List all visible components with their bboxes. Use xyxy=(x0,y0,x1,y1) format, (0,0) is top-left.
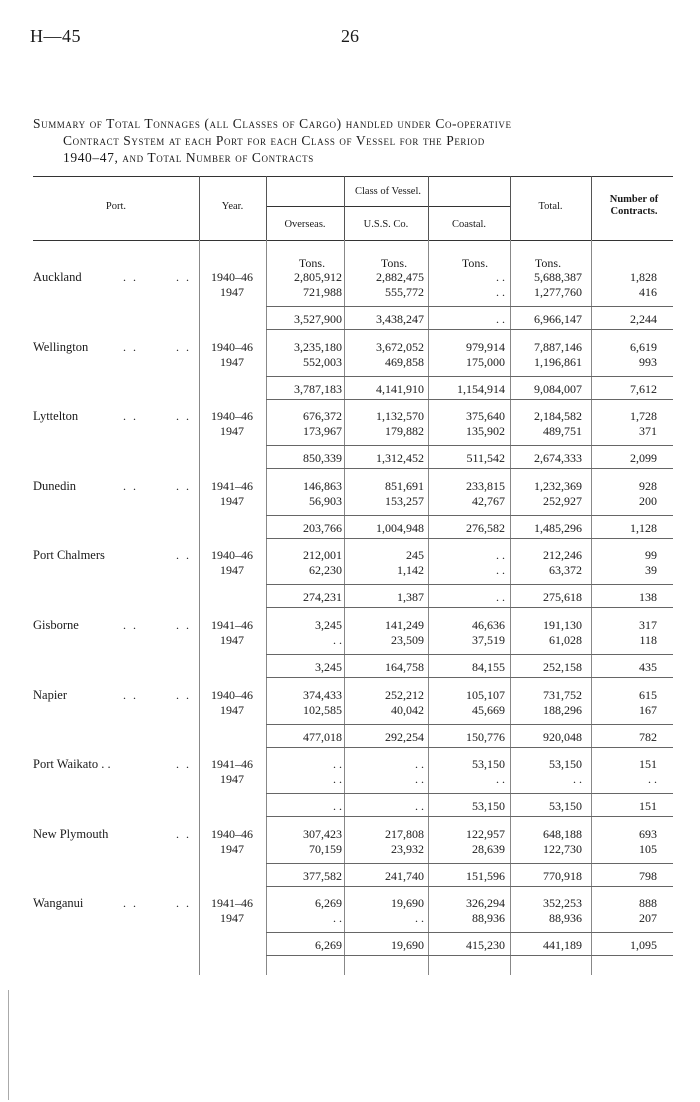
port-leader-dots: . . xyxy=(123,409,138,423)
header-overseas: Overseas. xyxy=(284,219,326,230)
contracts-cell: 200 xyxy=(639,494,657,508)
port-leader-dots: . . xyxy=(176,688,191,702)
contracts-cell: 371 xyxy=(639,424,657,438)
coastal-cell: 375,640 xyxy=(466,409,505,423)
subtotal-contracts-cell: 782 xyxy=(639,730,657,744)
year-cell: 1947 xyxy=(220,494,244,508)
coastal-cell: 105,107 xyxy=(466,688,505,702)
port-name: Wanganui xyxy=(33,896,84,910)
subtotal-contracts-cell: 7,612 xyxy=(630,382,657,396)
port-leader-dots: . . xyxy=(176,548,191,562)
header-total: Total. xyxy=(538,201,563,212)
overseas-cell: 62,230 xyxy=(309,563,342,577)
subtotal-uss-cell: 19,690 xyxy=(391,938,424,952)
port-leader-dots: . . xyxy=(176,340,191,354)
overseas-cell: 552,003 xyxy=(303,355,342,369)
subtotal-uss-cell: 241,740 xyxy=(385,869,424,883)
port-leader-dots: . . xyxy=(176,409,191,423)
subtotal-total-cell: 9,084,007 xyxy=(534,382,582,396)
year-cell: 1940–46 xyxy=(211,340,253,354)
coastal-cell: . . xyxy=(496,548,505,562)
coastal-cell: 46,636 xyxy=(472,618,505,632)
contracts-cell: 317 xyxy=(639,618,657,632)
subtotal-coastal-cell: 53,150 xyxy=(472,799,505,813)
total-cell: 1,277,760 xyxy=(534,285,582,299)
uss-cell: 23,509 xyxy=(391,633,424,647)
contracts-cell: . . xyxy=(648,772,657,786)
year-cell: 1940–46 xyxy=(211,409,253,423)
subtotal-overseas-cell: 274,231 xyxy=(303,590,342,604)
body-column-divider xyxy=(199,240,200,975)
header-bottom-rule xyxy=(33,240,673,241)
subtotal-coastal-cell: 151,596 xyxy=(466,869,505,883)
header-uss: U.S.S. Co. xyxy=(363,219,409,230)
contracts-cell: 99 xyxy=(645,548,657,562)
overseas-cell: 102,585 xyxy=(303,703,342,717)
total-cell: 731,752 xyxy=(543,688,582,702)
subtotal-overseas-cell: 3,787,183 xyxy=(294,382,342,396)
header-contracts: Number of Contracts. xyxy=(609,194,659,217)
port-leader-dots: . . xyxy=(123,688,138,702)
contracts-cell: 39 xyxy=(645,563,657,577)
unit-total: Tons. xyxy=(534,256,562,270)
subtotal-bottom-rule xyxy=(266,329,673,330)
uss-cell: . . xyxy=(415,911,424,925)
subtotal-overseas-cell: 3,527,900 xyxy=(294,312,342,326)
uss-cell: 2,882,475 xyxy=(376,270,424,284)
subtotal-coastal-cell: 276,582 xyxy=(466,521,505,535)
subtotal-overseas-cell: 477,018 xyxy=(303,730,342,744)
overseas-cell: . . xyxy=(333,772,342,786)
port-leader-dots: . . xyxy=(123,270,138,284)
subtotal-coastal-cell: . . xyxy=(496,312,505,326)
subtotal-bottom-rule xyxy=(266,955,673,956)
total-cell: 489,751 xyxy=(543,424,582,438)
subtotal-top-rule xyxy=(266,306,673,307)
uss-cell: . . xyxy=(415,757,424,771)
overseas-cell: 721,988 xyxy=(303,285,342,299)
coastal-cell: . . xyxy=(496,563,505,577)
year-cell: 1947 xyxy=(220,285,244,299)
year-cell: 1940–46 xyxy=(211,548,253,562)
total-cell: . . xyxy=(573,772,582,786)
uss-cell: 141,249 xyxy=(385,618,424,632)
overseas-cell: 56,903 xyxy=(309,494,342,508)
port-leader-dots: . . xyxy=(123,618,138,632)
total-cell: 61,028 xyxy=(549,633,582,647)
subtotal-coastal-cell: 415,230 xyxy=(466,938,505,952)
subtotal-total-cell: 252,158 xyxy=(543,660,582,674)
total-cell: 1,196,861 xyxy=(534,355,582,369)
contracts-cell: 928 xyxy=(639,479,657,493)
subtotal-overseas-cell: . . xyxy=(333,799,342,813)
contracts-cell: 6,619 xyxy=(630,340,657,354)
subtotal-top-rule xyxy=(266,376,673,377)
subtotal-overseas-cell: 203,766 xyxy=(303,521,342,535)
total-cell: 252,927 xyxy=(543,494,582,508)
subtotal-contracts-cell: 2,099 xyxy=(630,451,657,465)
uss-cell: 40,042 xyxy=(391,703,424,717)
subtotal-overseas-cell: 850,339 xyxy=(303,451,342,465)
subtotal-coastal-cell: 150,776 xyxy=(466,730,505,744)
overseas-cell: 173,967 xyxy=(303,424,342,438)
year-cell: 1940–46 xyxy=(211,688,253,702)
title-line-3: 1940–47, and Total Number of Contracts xyxy=(63,150,314,165)
title-line-2: Contract System at each Port for each Class of Vessel for the Period xyxy=(63,133,485,148)
unit-uss: Tons. xyxy=(380,256,408,270)
contracts-cell: 1,728 xyxy=(630,409,657,423)
uss-cell: 245 xyxy=(406,548,424,562)
page-margin-rule xyxy=(8,990,9,1100)
contracts-cell: 167 xyxy=(639,703,657,717)
subtotal-uss-cell: 1,004,948 xyxy=(376,521,424,535)
coastal-cell: 53,150 xyxy=(472,757,505,771)
subtotal-bottom-rule xyxy=(266,747,673,748)
coastal-cell: 28,639 xyxy=(472,842,505,856)
year-cell: 1941–46 xyxy=(211,896,253,910)
uss-cell: 23,932 xyxy=(391,842,424,856)
port-name: Gisborne xyxy=(33,618,79,632)
year-cell: 1947 xyxy=(220,911,244,925)
subtotal-uss-cell: 292,254 xyxy=(385,730,424,744)
contracts-cell: 416 xyxy=(639,285,657,299)
overseas-cell: 3,245 xyxy=(315,618,342,632)
subtotal-bottom-rule xyxy=(266,538,673,539)
contracts-cell: 993 xyxy=(639,355,657,369)
port-leader-dots: . . xyxy=(123,896,138,910)
port-name: Napier xyxy=(33,688,68,702)
contracts-cell: 105 xyxy=(639,842,657,856)
total-cell: 63,372 xyxy=(549,563,582,577)
year-cell: 1947 xyxy=(220,842,244,856)
port-name: Dunedin xyxy=(33,479,77,493)
subtotal-contracts-cell: 151 xyxy=(639,799,657,813)
uss-cell: 469,858 xyxy=(385,355,424,369)
uss-cell: 1,142 xyxy=(397,563,424,577)
subtotal-coastal-cell: 1,154,914 xyxy=(457,382,505,396)
uss-cell: 153,257 xyxy=(385,494,424,508)
uss-cell: 1,132,570 xyxy=(376,409,424,423)
subtotal-bottom-rule xyxy=(266,607,673,608)
title-line-1: Summary of Total Tonnages (all Classes of Cargo) handled under Co-operative xyxy=(33,116,512,131)
overseas-cell: 212,001 xyxy=(303,548,342,562)
year-cell: 1940–46 xyxy=(211,270,253,284)
total-cell: 212,246 xyxy=(543,548,582,562)
total-cell: 188,296 xyxy=(543,703,582,717)
coastal-cell: 326,294 xyxy=(466,896,505,910)
overseas-cell: 70,159 xyxy=(309,842,342,856)
coastal-cell: . . xyxy=(496,772,505,786)
overseas-cell: 6,269 xyxy=(315,896,342,910)
year-cell: 1941–46 xyxy=(211,757,253,771)
overseas-cell: 307,423 xyxy=(303,827,342,841)
header-top-rule xyxy=(33,176,673,177)
total-cell: 122,730 xyxy=(543,842,582,856)
overseas-cell: . . xyxy=(333,911,342,925)
subtotal-top-rule xyxy=(266,724,673,725)
total-cell: 88,936 xyxy=(549,911,582,925)
coastal-cell: 979,914 xyxy=(466,340,505,354)
total-cell: 7,887,146 xyxy=(534,340,582,354)
overseas-cell: 676,372 xyxy=(303,409,342,423)
subtotal-top-rule xyxy=(266,793,673,794)
year-cell: 1947 xyxy=(220,772,244,786)
port-leader-dots: . . xyxy=(123,479,138,493)
coastal-cell: . . xyxy=(496,270,505,284)
total-cell: 648,188 xyxy=(543,827,582,841)
subtotal-total-cell: 1,485,296 xyxy=(534,521,582,535)
contracts-cell: 207 xyxy=(639,911,657,925)
subtotal-contracts-cell: 798 xyxy=(639,869,657,883)
subtotal-top-rule xyxy=(266,863,673,864)
header-port: Port. xyxy=(105,201,127,212)
subtotal-top-rule xyxy=(266,654,673,655)
subtotal-bottom-rule xyxy=(266,468,673,469)
contracts-cell: 118 xyxy=(639,633,657,647)
uss-cell: 179,882 xyxy=(385,424,424,438)
subtotal-total-cell: 2,674,333 xyxy=(534,451,582,465)
contracts-cell: 888 xyxy=(639,896,657,910)
subtotal-bottom-rule xyxy=(266,816,673,817)
subtotal-bottom-rule xyxy=(266,677,673,678)
coastal-cell: 175,000 xyxy=(466,355,505,369)
subtotal-uss-cell: 4,141,910 xyxy=(376,382,424,396)
coastal-cell: 45,669 xyxy=(472,703,505,717)
subtotal-coastal-cell: 84,155 xyxy=(472,660,505,674)
subtotal-uss-cell: . . xyxy=(415,799,424,813)
overseas-cell: . . xyxy=(333,757,342,771)
year-cell: 1941–46 xyxy=(211,618,253,632)
subtotal-overseas-cell: 377,582 xyxy=(303,869,342,883)
subtotal-uss-cell: 164,758 xyxy=(385,660,424,674)
subtotal-top-rule xyxy=(266,932,673,933)
contracts-cell: 1,828 xyxy=(630,270,657,284)
port-name: Port Waikato . . xyxy=(33,757,111,771)
port-leader-dots: . . xyxy=(176,618,191,632)
subtotal-total-cell: 770,918 xyxy=(543,869,582,883)
subtotal-uss-cell: 1,387 xyxy=(397,590,424,604)
uss-cell: . . xyxy=(415,772,424,786)
subtotal-uss-cell: 3,438,247 xyxy=(376,312,424,326)
year-cell: 1947 xyxy=(220,355,244,369)
overseas-cell: 146,863 xyxy=(303,479,342,493)
year-cell: 1947 xyxy=(220,633,244,647)
class-subheader-rule xyxy=(266,206,510,207)
coastal-cell: 135,902 xyxy=(466,424,505,438)
subtotal-total-cell: 53,150 xyxy=(549,799,582,813)
contracts-cell: 151 xyxy=(639,757,657,771)
subtotal-bottom-rule xyxy=(266,399,673,400)
port-name: New Plymouth xyxy=(33,827,109,841)
port-leader-dots: . . xyxy=(176,896,191,910)
uss-cell: 252,212 xyxy=(385,688,424,702)
total-cell: 53,150 xyxy=(549,757,582,771)
overseas-cell: 3,235,180 xyxy=(294,340,342,354)
subtotal-contracts-cell: 138 xyxy=(639,590,657,604)
port-name: Lyttelton xyxy=(33,409,79,423)
contracts-cell: 615 xyxy=(639,688,657,702)
port-leader-dots: . . xyxy=(123,340,138,354)
subtotal-contracts-cell: 1,128 xyxy=(630,521,657,535)
coastal-cell: 42,767 xyxy=(472,494,505,508)
port-name: Wellington xyxy=(33,340,89,354)
port-leader-dots: . . xyxy=(176,757,191,771)
header-class-of-vessel: Class of Vessel. xyxy=(354,186,421,197)
year-cell: 1947 xyxy=(220,563,244,577)
subtotal-coastal-cell: 511,542 xyxy=(466,451,505,465)
subtotal-total-cell: 6,966,147 xyxy=(534,312,582,326)
coastal-cell: 37,519 xyxy=(472,633,505,647)
uss-cell: 3,672,052 xyxy=(376,340,424,354)
subtotal-top-rule xyxy=(266,515,673,516)
total-cell: 191,130 xyxy=(543,618,582,632)
uss-cell: 555,772 xyxy=(385,285,424,299)
year-cell: 1941–46 xyxy=(211,479,253,493)
unit-overseas: Tons. xyxy=(298,256,326,270)
port-leader-dots: . . xyxy=(176,827,191,841)
subtotal-total-cell: 275,618 xyxy=(543,590,582,604)
subtotal-contracts-cell: 435 xyxy=(639,660,657,674)
uss-cell: 19,690 xyxy=(391,896,424,910)
coastal-cell: 233,815 xyxy=(466,479,505,493)
overseas-cell: 2,805,912 xyxy=(294,270,342,284)
subtotal-total-cell: 920,048 xyxy=(543,730,582,744)
total-cell: 5,688,387 xyxy=(534,270,582,284)
page-number: 26 xyxy=(341,26,359,46)
overseas-cell: 374,433 xyxy=(303,688,342,702)
total-cell: 2,184,582 xyxy=(534,409,582,423)
year-cell: 1947 xyxy=(220,424,244,438)
subtotal-overseas-cell: 3,245 xyxy=(315,660,342,674)
total-cell: 1,232,369 xyxy=(534,479,582,493)
port-name: Port Chalmers xyxy=(33,548,105,562)
subtotal-contracts-cell: 2,244 xyxy=(630,312,657,326)
subtotal-top-rule xyxy=(266,445,673,446)
header-coastal: Coastal. xyxy=(451,219,487,230)
contracts-cell: 693 xyxy=(639,827,657,841)
uss-cell: 851,691 xyxy=(385,479,424,493)
header-column-divider xyxy=(591,176,592,240)
overseas-cell: . . xyxy=(333,633,342,647)
port-leader-dots: . . xyxy=(176,270,191,284)
header-year: Year. xyxy=(221,201,244,212)
subtotal-contracts-cell: 1,095 xyxy=(630,938,657,952)
page-reference: H—45 xyxy=(30,26,81,46)
port-name: Auckland xyxy=(33,270,82,284)
subtotal-total-cell: 441,189 xyxy=(543,938,582,952)
subtotal-overseas-cell: 6,269 xyxy=(315,938,342,952)
year-cell: 1947 xyxy=(220,703,244,717)
port-leader-dots: . . xyxy=(176,479,191,493)
year-cell: 1940–46 xyxy=(211,827,253,841)
coastal-cell: 88,936 xyxy=(472,911,505,925)
coastal-cell: . . xyxy=(496,285,505,299)
subtotal-uss-cell: 1,312,452 xyxy=(376,451,424,465)
subtotal-bottom-rule xyxy=(266,886,673,887)
subtotal-coastal-cell: . . xyxy=(496,590,505,604)
unit-coastal: Tons. xyxy=(461,256,489,270)
total-cell: 352,253 xyxy=(543,896,582,910)
coastal-cell: 122,957 xyxy=(466,827,505,841)
subtotal-top-rule xyxy=(266,584,673,585)
uss-cell: 217,808 xyxy=(385,827,424,841)
